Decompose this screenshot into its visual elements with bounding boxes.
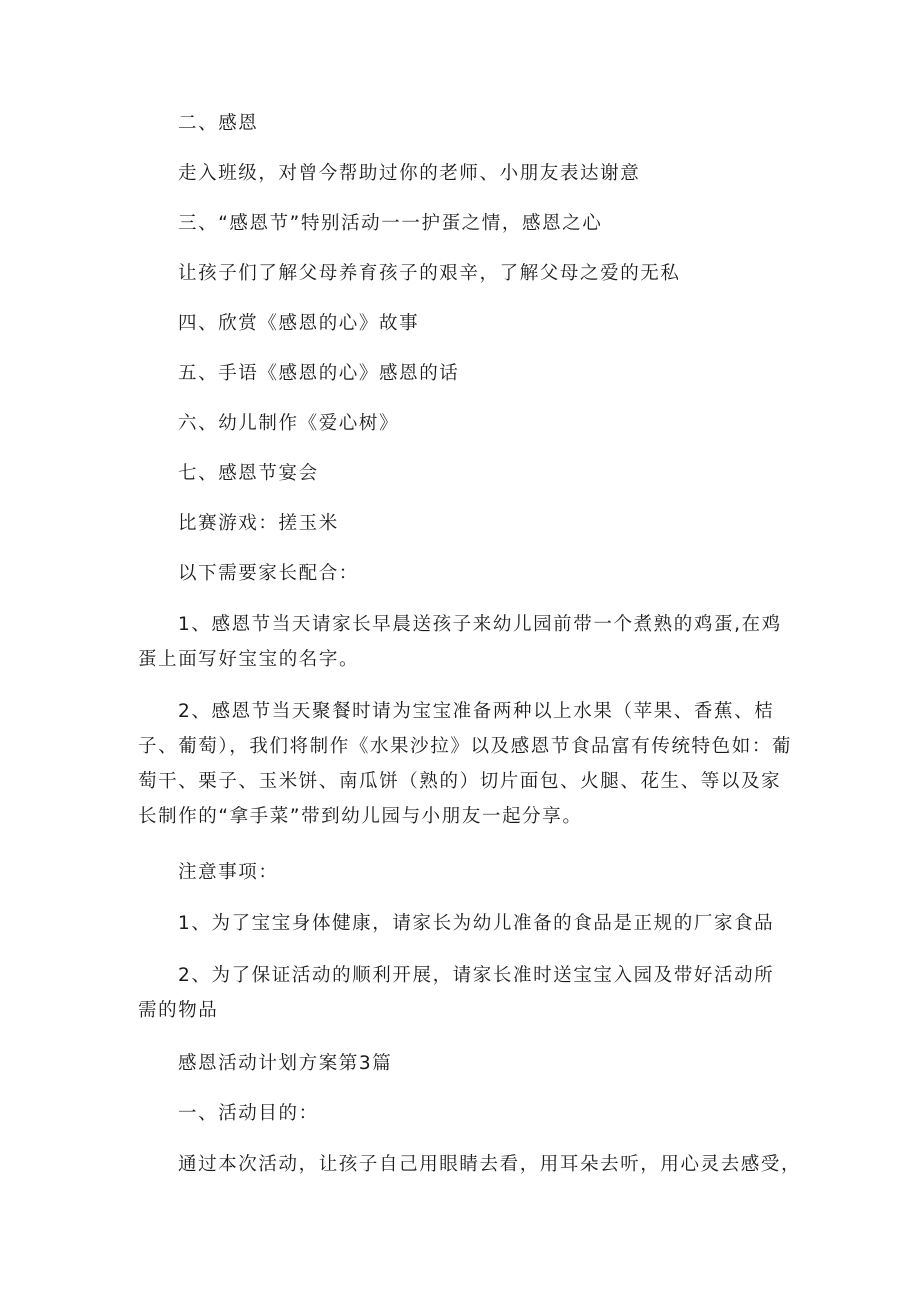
text-line: 让孩子们了解父母养育孩子的艰辛，了解父母之爱的无私 [178, 263, 681, 284]
notice-title: 注意事项： [178, 862, 279, 883]
heading-goal: 一、活动目的： [178, 1103, 319, 1124]
heading-sign-language: 五、手语《感恩的心》感恩的话 [178, 363, 460, 384]
heading-story: 四、欣赏《感恩的心》故事 [178, 313, 420, 334]
notice-item: 2、为了保证活动的顺利开展，请家长准时送宝宝入园及带好活动所需的物品 [138, 965, 775, 1021]
paragraph-egg: 1、感恩节当天请家长早晨送孩子来幼儿园前带一个煮熟的鸡蛋,在鸡蛋上面写好宝宝的名字。 [138, 614, 782, 670]
paragraph-fruit: 2、感恩节当天聚餐时请为宝宝准备两种以上水果（苹果、香蕉、桔子、葡萄），我们将制作《水果沙拉》以及感恩节食品富有传统特色如：葡萄干、栗子、玉米饼、南瓜饼（熟的）切片面包、火腿、花生、等以及家长制作的“拿手菜”带到幼儿园与小朋友一起分享。 [138, 701, 793, 827]
heading-love-tree: 六、幼儿制作《爱心树》 [178, 413, 400, 434]
text-line: 走入班级，对曾今帮助过你的老师、小朋友表达谢意 [178, 163, 641, 184]
notice-item: 1、为了宝宝身体健康，请家长为幼儿准备的食品是正规的厂家食品 [178, 913, 775, 934]
heading-egg-activity: 三、“感恩节”特别活动一一护蛋之情，感恩之心 [178, 213, 603, 234]
section-title: 感恩活动计划方案第3篇 [178, 1053, 393, 1074]
text-line: 通过本次活动，让孩子自己用眼睛去看，用耳朵去听，用心灵去感受， [178, 1154, 802, 1175]
text-line: 以下需要家长配合： [178, 563, 359, 584]
heading-banquet: 七、感恩节宴会 [178, 463, 319, 484]
text-line: 比赛游戏：搓玉米 [178, 513, 339, 534]
heading-gratitude: 二、感恩 [178, 113, 259, 134]
